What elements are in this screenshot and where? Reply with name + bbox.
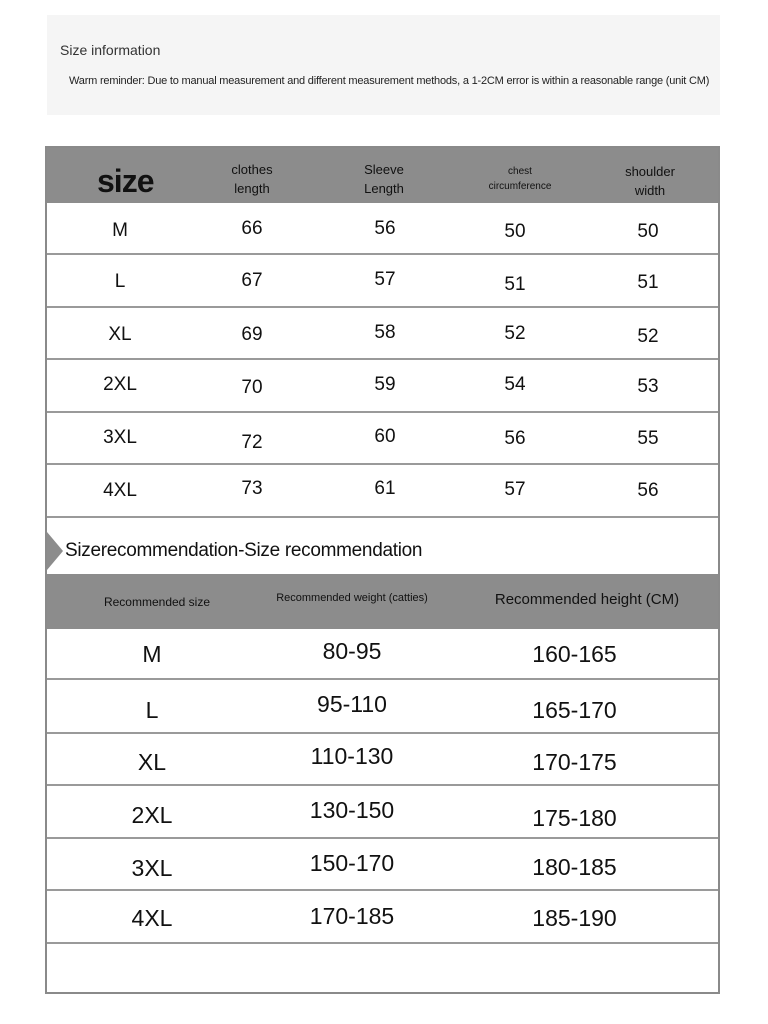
rec-weight: 170-185 xyxy=(309,903,395,929)
row-chest: 50 xyxy=(504,221,526,242)
rec-weight: 130-150 xyxy=(309,797,395,823)
row-divider xyxy=(47,732,718,734)
rec-size: XL xyxy=(137,749,167,775)
header-recommended-height: Recommended height (CM) xyxy=(494,591,680,608)
row-chest: 56 xyxy=(504,428,526,449)
header-chest-line2: circumference xyxy=(488,181,552,192)
size-information-box xyxy=(47,15,720,115)
rec-height: 185-190 xyxy=(532,905,617,931)
row-size: 2XL xyxy=(103,374,137,395)
row-clothes-length: 72 xyxy=(241,432,263,453)
section-arrow-icon xyxy=(47,532,63,570)
row-divider xyxy=(47,358,718,360)
rec-height: 160-165 xyxy=(532,641,617,667)
rec-size: L xyxy=(145,697,159,723)
row-shoulder: 52 xyxy=(637,326,659,347)
rec-height: 180-185 xyxy=(532,854,617,880)
row-sleeve-length: 56 xyxy=(374,218,396,239)
header-chest-line1: chest xyxy=(508,166,532,177)
header-size: size xyxy=(97,163,154,199)
header-clothes-line2: length xyxy=(234,181,270,196)
row-clothes-length: 70 xyxy=(241,377,263,398)
header-shoulder-line1: shoulder xyxy=(625,164,675,179)
row-divider xyxy=(47,463,718,465)
header-shoulder-width xyxy=(610,162,690,200)
row-chest: 52 xyxy=(504,323,526,344)
rec-height: 170-175 xyxy=(532,749,617,775)
row-shoulder: 56 xyxy=(637,480,659,501)
rec-height: 175-180 xyxy=(532,805,617,831)
rec-height: 165-170 xyxy=(532,697,617,723)
rec-weight: 95-110 xyxy=(317,691,387,717)
header-chest-circumference xyxy=(475,164,565,194)
header-sleeve-line2: Length xyxy=(364,181,404,196)
rec-size: 4XL xyxy=(131,905,173,931)
row-divider xyxy=(47,889,718,891)
row-shoulder: 50 xyxy=(637,221,659,242)
row-sleeve-length: 60 xyxy=(374,426,396,447)
size-chart-frame xyxy=(45,146,720,994)
recommendation-table-header xyxy=(47,574,718,629)
rec-weight: 110-130 xyxy=(310,743,394,769)
row-size: M xyxy=(112,220,128,241)
row-sleeve-length: 61 xyxy=(374,478,396,499)
row-chest: 51 xyxy=(504,274,526,295)
row-sleeve-length: 59 xyxy=(374,374,396,395)
row-shoulder: 53 xyxy=(637,376,659,397)
row-chest: 54 xyxy=(504,374,526,395)
row-sleeve-length: 57 xyxy=(374,269,396,290)
header-shoulder-line2: width xyxy=(634,183,666,198)
row-size: 3XL xyxy=(103,427,137,448)
row-divider xyxy=(47,784,718,786)
row-clothes-length: 73 xyxy=(241,478,263,499)
rec-size: 2XL xyxy=(131,802,173,828)
row-size: 4XL xyxy=(103,480,137,501)
row-shoulder: 55 xyxy=(637,428,659,449)
rec-size: 3XL xyxy=(131,855,173,881)
row-clothes-length: 66 xyxy=(241,218,263,239)
row-divider xyxy=(47,678,718,680)
header-clothes-line1: clothes xyxy=(231,162,273,177)
row-divider xyxy=(47,253,718,255)
size-recommendation-title: Sizerecommendation-Size recommendation xyxy=(65,540,423,561)
size-table-header xyxy=(47,148,718,203)
size-information-title: Size information xyxy=(60,42,161,58)
header-recommended-weight: Recommended weight (catties) xyxy=(276,592,428,604)
row-clothes-length: 69 xyxy=(241,324,263,345)
row-divider xyxy=(47,942,718,944)
row-clothes-length: 67 xyxy=(241,270,263,291)
row-divider xyxy=(47,837,718,839)
row-size: XL xyxy=(108,324,132,345)
row-chest: 57 xyxy=(504,479,526,500)
warm-reminder-text: Warm reminder: Due to manual measurement and different measurement methods, a 1-2CM error is within a reasonable range (unit CM) xyxy=(69,75,710,87)
rec-weight: 150-170 xyxy=(309,850,395,876)
row-size: L xyxy=(114,271,126,292)
header-recommended-size: Recommended size xyxy=(103,595,211,609)
header-sleeve-line1: Sleeve xyxy=(364,162,404,177)
row-sleeve-length: 58 xyxy=(374,322,396,343)
header-clothes-length xyxy=(212,160,292,198)
rec-weight: 80-95 xyxy=(322,638,382,664)
header-sleeve-length xyxy=(344,160,424,198)
row-divider xyxy=(47,411,718,413)
row-divider xyxy=(47,306,718,308)
rec-size: M xyxy=(142,641,162,667)
row-divider xyxy=(47,516,718,518)
row-shoulder: 51 xyxy=(637,272,659,293)
